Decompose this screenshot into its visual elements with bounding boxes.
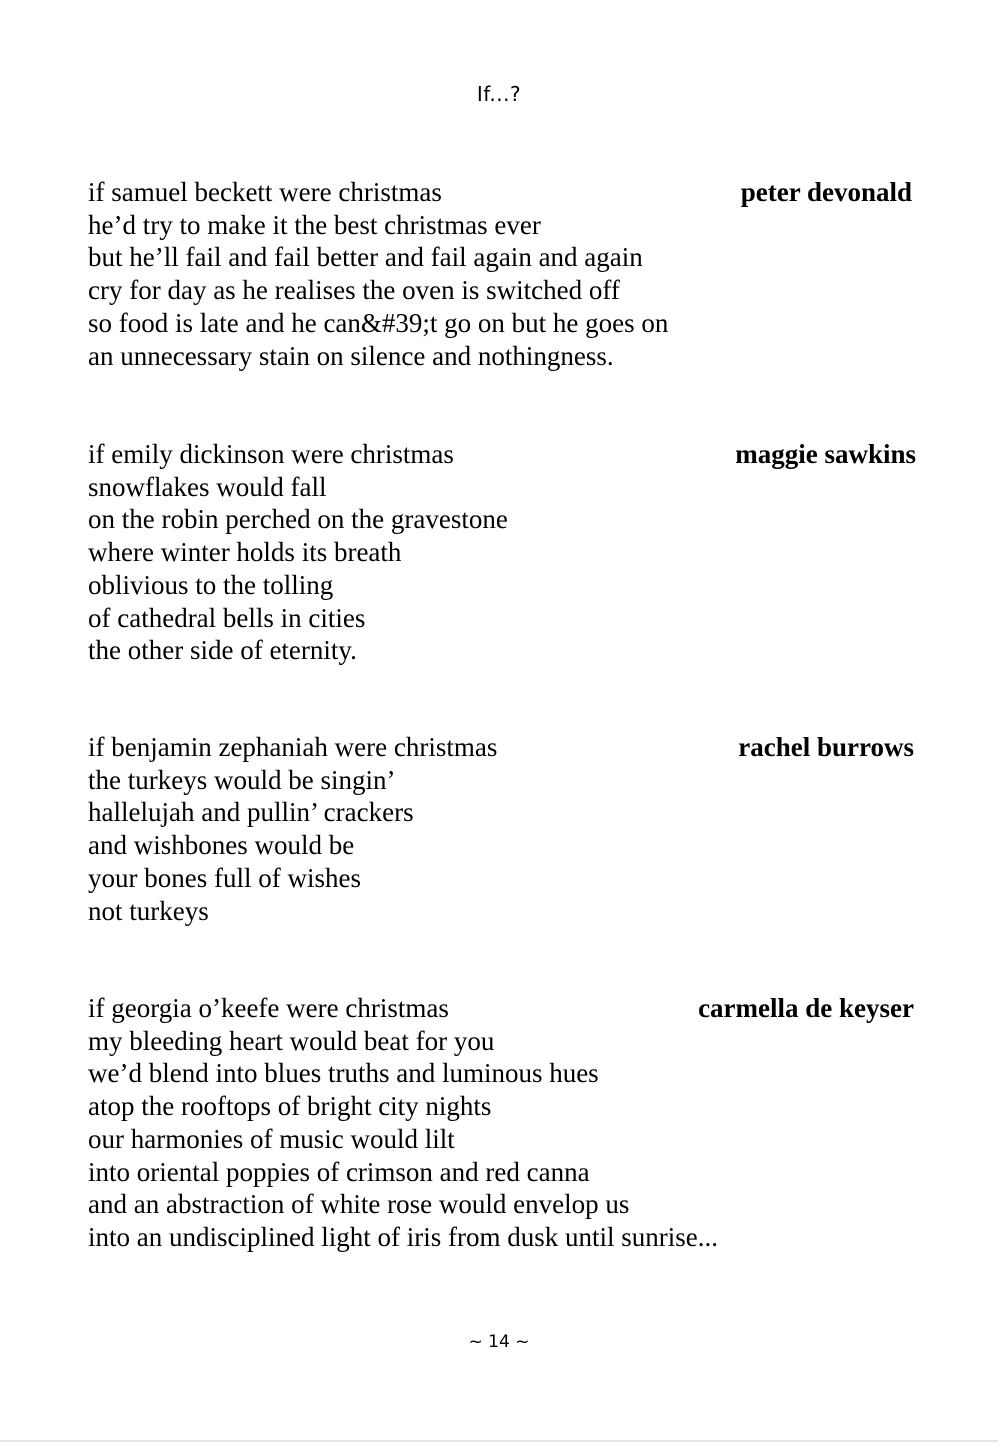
poem-author: carmella de keyser (698, 993, 914, 1023)
poem-line: if georgia o’keefe were christmas (88, 993, 449, 1023)
poem-line: our harmonies of music would lilt (88, 1123, 455, 1154)
poem-line: and wishbones would be (88, 830, 355, 861)
poem-line: your bones full of wishes (88, 862, 361, 893)
poem-line: we’d blend into blues truths and luminous hues (88, 1058, 599, 1089)
poem-4 (88, 992, 916, 1254)
poem-line: into oriental poppies of crimson and red canna (88, 1156, 590, 1187)
poem-line: not turkeys (88, 895, 209, 926)
poem-line: if samuel beckett were christmas (88, 177, 442, 207)
poem-line: but he’ll fail and fail better and fail again and again (88, 242, 643, 273)
poem-line: so food is late and he can&#39;t go on but he goes on (88, 307, 669, 338)
poem-line: an unnecessary stain on silence and nothingness. (88, 340, 614, 371)
page-edge-divider (0, 1440, 998, 1442)
poem-line: hallelujah and pullin’ crackers (88, 797, 414, 828)
poem-line: atop the rooftops of bright city nights (88, 1091, 492, 1122)
poem-line: cry for day as he realises the oven is switched off (88, 275, 620, 306)
poem-1 (88, 176, 916, 372)
poem-2 (88, 438, 916, 667)
poem-line: of cathedral bells in cities (88, 602, 366, 633)
poem-line: if emily dickinson were christmas (88, 439, 454, 469)
poem-line: the turkeys would be singin’ (88, 764, 396, 795)
poem-line: oblivious to the tolling (88, 569, 334, 600)
poem-author: peter devonald (740, 177, 912, 207)
poem-line: he’d try to make it the best christmas ever (88, 209, 541, 240)
poem-author: rachel burrows (738, 732, 914, 762)
poem-line: if benjamin zephaniah were christmas (88, 732, 498, 762)
poem-line: my bleeding heart would beat for you (88, 1025, 495, 1056)
poem-author: maggie sawkins (735, 439, 916, 469)
poem-line: where winter holds its breath (88, 537, 402, 568)
poem-lines (88, 992, 916, 1254)
page-title: If...? (476, 82, 522, 106)
poem-3 (88, 731, 916, 927)
poem-line: into an undisciplined light of iris from dusk until sunrise... (88, 1221, 718, 1252)
poem-line: on the robin perched on the gravestone (88, 504, 508, 535)
poem-line: snowflakes would fall (88, 471, 327, 502)
poem-lines (88, 438, 916, 667)
poem-line: the other side of eternity. (88, 635, 357, 666)
poem-line: and an abstraction of white rose would envelop us (88, 1189, 630, 1220)
page-number: ~ 14 ~ (468, 1332, 530, 1352)
